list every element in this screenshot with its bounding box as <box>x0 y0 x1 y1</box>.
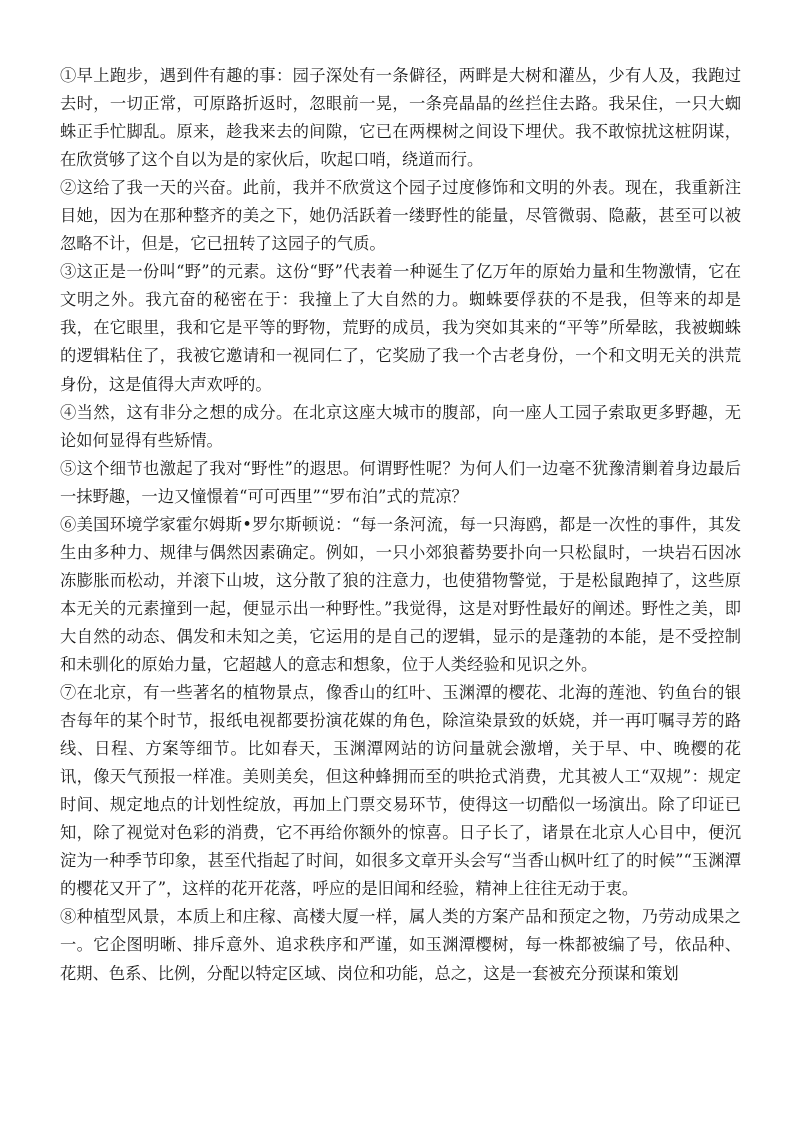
paragraph-8: ⑧种植型风景，本质上和庄稼、高楼大厦一样，属人类的方案产品和预定之物，乃劳动成果之一。它企图明晰、排斥意外、追求秩序和严谨，如玉渊潭樱树，每一株都被编了号，依品种、花期、色系、比例，分配以特定区域、岗位和功能，总之，这是一套被充分预谋和策划 <box>60 907 741 983</box>
paragraph-4: ④当然，这有非分之想的成分。在北京这座大城市的腹部，向一座人工园子索取更多野趣，无论如何显得有些矫情。 <box>60 402 741 450</box>
paragraph-6: ⑥美国环境学家霍尔姆斯•罗尔斯顿说：“每一条河流，每一只海鸥，都是一次性的事件，其发生由多种力、规律与偶然因素确定。例如，一只小郊狼蓄势要扑向一只松鼠时，一块岩石因冰冻膨胀而松动，并滚下山坡，这分散了狼的注意力，也使猎物警觉，于是松鼠跑掉了，这些原本无关的元素撞到一起，便显示出一种野性。”我觉得，这是对野性最好的阐述。野性之美，即大自然的动态、偶发和未知之美，它运用的是自己的逻辑，显示的是蓬勃的本能，是不受控制和未驯化的原始力量，它超越人的意志和想象，位于人类经验和见识之外。 <box>60 514 741 674</box>
paragraph-1: ①早上跑步，遇到件有趣的事：园子深处有一条僻径，两畔是大树和灌丛，少有人及，我跑过去时，一切正常，可原路折返时，忽眼前一晃，一条亮晶晶的丝拦住去路。我呆住，一只大蜘蛛正手忙脚乱。原来，趁我来去的间隙，它已在两棵树之间设下埋伏。我不敢惊扰这桩阴谋，在欣赏够了这个自以为是的家伙后，吹起口哨，绕道而行。 <box>60 66 741 170</box>
paragraph-2: ②这给了我一天的兴奋。此前，我并不欣赏这个园子过度修饰和文明的外表。现在，我重新注目她，因为在那种整齐的美之下，她仍活跃着一缕野性的能量，尽管微弱、隐蔽，甚至可以被忽略不计，但是，它已扭转了这园子的气质。 <box>60 178 741 254</box>
paragraph-7: ⑦在北京，有一些著名的植物景点，像香山的红叶、玉渊潭的樱花、北海的莲池、钓鱼台的银杏每年的某个时节，报纸电视都要扮演花媒的角色，除渲染景致的妖娆，并一再叮嘱寻芳的路线、日程、方案等细节。比如春天，玉渊潭网站的访问量就会激增，关于早、中、晚樱的花讯，像天气预报一样准。美则美矣，但这种蜂拥而至的哄抢式消费，尤其被人工“双规”：规定时间、规定地点的计划性绽放，再加上门票交易环节，使得这一切酷似一场演出。除了印证已知，除了视觉对色彩的消费，它不再给你额外的惊喜。日子长了，诸景在北京人心目中，便沉淀为一种季节印象，甚至代指起了时间，如很多文章开头会写“当香山枫叶红了的时候”“玉渊潭的樱花又开了”，这样的花开花落，呼应的是旧闻和经验，精神上往往无动于衷。 <box>60 683 741 899</box>
paragraph-3: ③这正是一份叫“野”的元素。这份“野”代表着一种诞生了亿万年的原始力量和生物激情，它在文明之外。我亢奋的秘密在于：我撞上了大自然的力。蜘蛛要俘获的不是我，但等来的却是我，在它眼里，我和它是平等的野物，荒野的成员，我为突如其来的“平等”所晕眩，我被蜘蛛的逻辑粘住了，我被它邀请和一视同仁了，它奖励了我一个古老身份，一个和文明无关的洪荒身份，这是值得大声欢呼的。 <box>60 262 741 394</box>
paragraph-5: ⑤这个细节也激起了我对“野性”的遐思。何谓野性呢？为何人们一边毫不犹豫清剿着身边最后一抹野趣，一边又憧憬着“可可西里”“罗布泊”式的荒凉？ <box>60 458 741 506</box>
document-body <box>60 62 741 988</box>
